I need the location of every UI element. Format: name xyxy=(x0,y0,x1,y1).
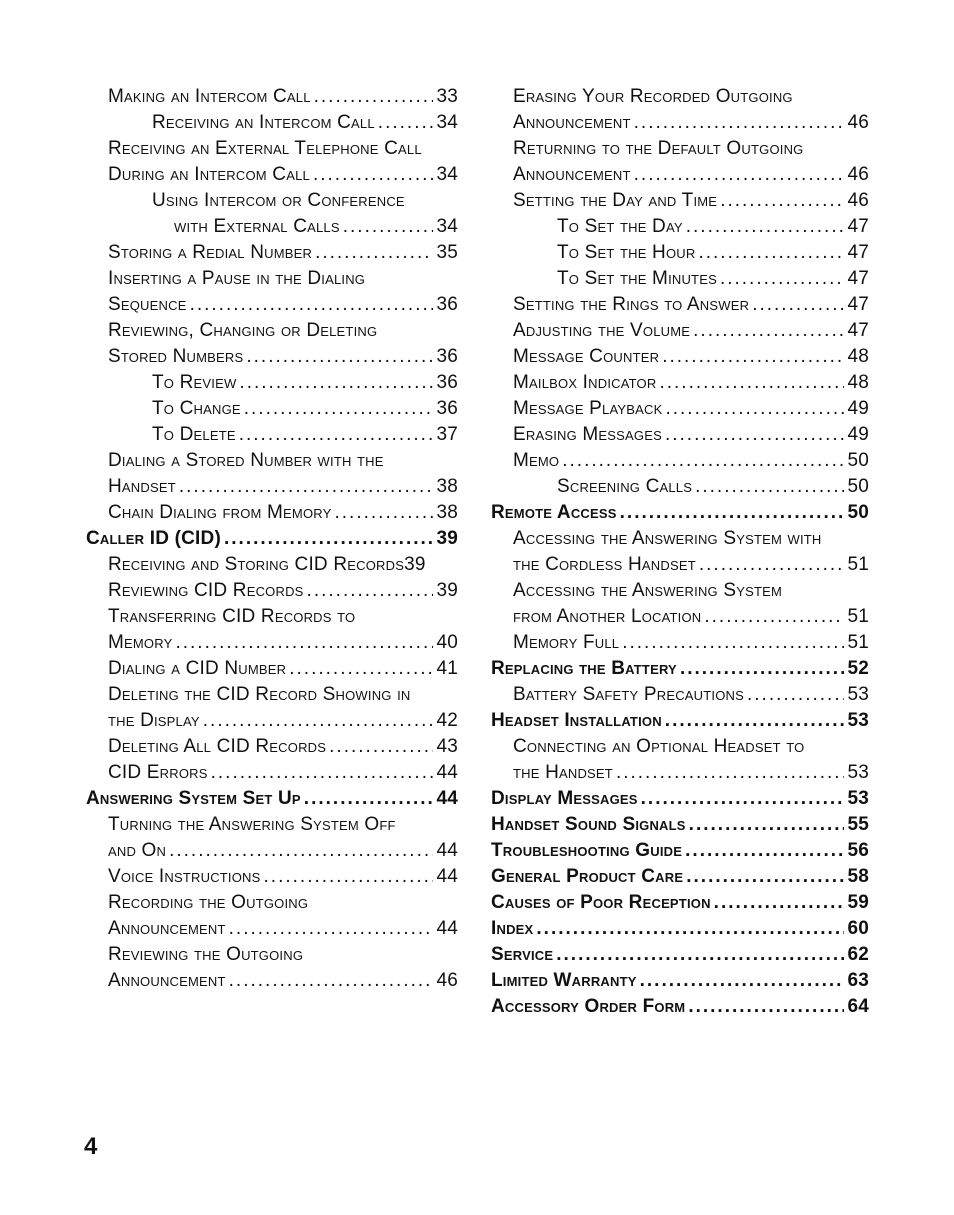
toc-entry-page: 34 xyxy=(436,216,458,237)
toc-entry xyxy=(491,890,869,916)
toc-entry-page: 60 xyxy=(847,918,869,939)
toc-entry-title: Service xyxy=(491,944,554,965)
toc-entry-page: 53 xyxy=(847,788,869,809)
toc-entry xyxy=(491,318,869,344)
toc-entry-title: Limited Warranty xyxy=(491,970,637,991)
toc-entry-page: 51 xyxy=(847,554,869,575)
toc-entry-title: Message Playback xyxy=(513,398,663,419)
toc-leader-dots xyxy=(685,838,844,864)
toc-entry-page: 41 xyxy=(436,658,458,679)
toc-entry xyxy=(86,136,458,162)
toc-entry xyxy=(491,812,869,838)
toc-entry xyxy=(86,396,458,422)
toc-entry-page: 42 xyxy=(436,710,458,731)
toc-entry-title: Setting the Day and Time xyxy=(513,190,718,211)
toc-entry-page: 47 xyxy=(847,216,869,237)
toc-leader-dots xyxy=(747,682,844,708)
toc-leader-dots xyxy=(688,994,844,1020)
toc-entry xyxy=(491,604,869,630)
toc-entry-title: Returning to the Default Outgoing xyxy=(513,138,804,159)
toc-entry-title: Accessory Order Form xyxy=(491,996,686,1017)
page-number: 4 xyxy=(84,1133,98,1160)
toc-entry xyxy=(86,188,458,214)
toc-entry xyxy=(491,240,869,266)
toc-entry-title: Adjusting the Volume xyxy=(513,320,691,341)
toc-entry-page: 50 xyxy=(847,476,869,497)
toc-entry xyxy=(86,214,458,240)
toc-entry xyxy=(491,708,869,734)
toc-entry-title: Screening Calls xyxy=(557,476,693,497)
toc-entry-title: Headset Installation xyxy=(491,710,662,731)
toc-entry xyxy=(86,344,458,370)
toc-leader-dots xyxy=(641,786,845,812)
toc-leader-dots xyxy=(640,968,845,994)
toc-entry-page: 38 xyxy=(436,502,458,523)
toc-entry-page: 56 xyxy=(847,840,869,861)
toc-entry xyxy=(491,864,869,890)
toc-entry xyxy=(491,760,869,786)
toc-entry-page: 46 xyxy=(847,190,869,211)
toc-entry-title: Inserting a Pause in the Dialing xyxy=(108,268,366,289)
toc-leader-dots xyxy=(307,578,434,604)
toc-entry-title: Handset Sound Signals xyxy=(491,814,686,835)
toc-entry-title: Deleting the CID Record Showing in xyxy=(108,684,411,705)
toc-entry xyxy=(491,344,869,370)
toc-leader-dots xyxy=(329,734,433,760)
toc-entry xyxy=(86,448,458,474)
toc-entry xyxy=(86,734,458,760)
toc-leader-dots xyxy=(169,838,433,864)
toc-entry xyxy=(491,656,869,682)
toc-entry-title: To Change xyxy=(152,398,241,419)
toc-entry-page: 34 xyxy=(436,164,458,185)
toc-entry-title: Dialing a Stored Number with the xyxy=(108,450,384,471)
toc-leader-dots xyxy=(662,344,844,370)
toc-leader-dots xyxy=(620,500,845,526)
toc-leader-dots xyxy=(315,240,433,266)
toc-leader-dots xyxy=(665,422,844,448)
toc-entry xyxy=(491,578,869,604)
toc-entry-title: Receiving an External Telephone Call xyxy=(108,138,422,159)
toc-entry-page: 39 xyxy=(436,528,458,549)
toc-entry xyxy=(86,838,458,864)
toc-entry xyxy=(86,578,458,604)
toc-entry-page: 55 xyxy=(847,814,869,835)
toc-entry xyxy=(491,188,869,214)
toc-entry-title: Answering System Set Up xyxy=(86,788,301,809)
toc-leader-dots xyxy=(693,318,844,344)
toc-entry-title: Sequence xyxy=(108,294,187,315)
toc-entry-page: 49 xyxy=(847,424,869,445)
toc-entry-title: To Review xyxy=(152,372,237,393)
toc-entry-title: To Set the Minutes xyxy=(557,268,717,289)
toc-entry-page: 53 xyxy=(847,762,869,783)
toc-entry xyxy=(86,864,458,890)
toc-entry xyxy=(491,526,869,552)
toc-entry-title: Receiving and Storing CID Records xyxy=(108,554,405,575)
toc-entry-title: Memory Full xyxy=(513,632,620,653)
toc-entry-title: Replacing the Battery xyxy=(491,658,677,679)
toc-entry-page: 39 xyxy=(404,554,426,575)
toc-entry-title: To Set the Hour xyxy=(557,242,696,263)
toc-entry xyxy=(86,240,458,266)
toc-entry xyxy=(86,110,458,136)
toc-entry xyxy=(491,448,869,474)
toc-entry-page: 46 xyxy=(847,164,869,185)
toc-leader-dots xyxy=(720,266,845,292)
toc-entry xyxy=(86,942,458,968)
toc-entry-page: 34 xyxy=(436,112,458,133)
toc-entry-title: Accessing the Answering System with xyxy=(513,528,822,549)
toc-entry xyxy=(491,84,869,110)
toc-leader-dots xyxy=(239,422,434,448)
toc-entry-page: 47 xyxy=(847,268,869,289)
toc-entry-title: and On xyxy=(108,840,167,861)
toc-entry-page: 53 xyxy=(847,684,869,705)
toc-entry-title: Stored Numbers xyxy=(108,346,244,367)
toc-leader-dots xyxy=(686,214,845,240)
toc-entry-title: Memory xyxy=(108,632,173,653)
toc-entry-page: 47 xyxy=(847,242,869,263)
toc-entry-title: Storing a Redial Number xyxy=(108,242,313,263)
toc-entry-page: 36 xyxy=(436,294,458,315)
toc-entry xyxy=(86,812,458,838)
toc-entry-page: 35 xyxy=(436,242,458,263)
toc-entry-title: To Set the Day xyxy=(557,216,683,237)
toc-entry-page: 62 xyxy=(847,944,869,965)
toc-entry-title: During an Intercom Call xyxy=(108,164,310,185)
toc-entry-page: 40 xyxy=(436,632,458,653)
toc-leader-dots xyxy=(556,942,844,968)
toc-entry xyxy=(86,422,458,448)
toc-entry-title: General Product Care xyxy=(491,866,684,887)
toc-entry xyxy=(86,708,458,734)
toc-leader-dots xyxy=(562,448,844,474)
toc-entry-title: Erasing Your Recorded Outgoing xyxy=(513,86,793,107)
toc-leader-dots xyxy=(698,240,844,266)
toc-leader-dots xyxy=(175,630,433,656)
toc-entry-page: 39 xyxy=(436,580,458,601)
toc-entry xyxy=(86,500,458,526)
toc-leader-dots xyxy=(203,708,434,734)
toc-entry-title: with External Calls xyxy=(174,216,340,237)
toc-leader-dots xyxy=(246,344,433,370)
toc-entry xyxy=(86,682,458,708)
toc-leader-dots xyxy=(304,786,434,812)
toc-leader-dots xyxy=(704,604,844,630)
toc-entry xyxy=(86,630,458,656)
toc-entry xyxy=(86,552,458,578)
toc-leader-dots xyxy=(695,474,844,500)
toc-entry-page: 59 xyxy=(847,892,869,913)
toc-entry-title: the Handset xyxy=(513,762,613,783)
toc-entry-page: 51 xyxy=(847,632,869,653)
toc-entry-title: Accessing the Answering System xyxy=(513,580,782,601)
toc-entry-title: Connecting an Optional Headset to xyxy=(513,736,805,757)
toc-leader-dots xyxy=(190,292,434,318)
toc-entry-title: Battery Safety Precautions xyxy=(513,684,744,705)
toc-entry xyxy=(491,370,869,396)
toc-entry xyxy=(491,214,869,240)
toc-leader-dots xyxy=(714,890,845,916)
toc-entry-page: 51 xyxy=(847,606,869,627)
toc-entry xyxy=(86,162,458,188)
toc-entry-page: 64 xyxy=(847,996,869,1017)
toc-entry-title: Causes of Poor Reception xyxy=(491,892,711,913)
toc-entry xyxy=(491,136,869,162)
toc-entry xyxy=(491,474,869,500)
toc-entry-title: Announcement xyxy=(513,164,631,185)
toc-entry-page: 36 xyxy=(436,372,458,393)
toc-entry xyxy=(491,630,869,656)
toc-entry xyxy=(86,474,458,500)
toc-entry-page: 44 xyxy=(436,788,458,809)
toc-entry-title: Deleting All CID Records xyxy=(108,736,327,757)
toc-leader-dots xyxy=(224,526,433,552)
toc-leader-dots xyxy=(752,292,844,318)
toc-entry-page: 58 xyxy=(847,866,869,887)
toc-entry-title: Index xyxy=(491,918,534,939)
toc-leader-dots xyxy=(665,708,845,734)
toc-entry-page: 44 xyxy=(436,918,458,939)
toc-entry xyxy=(491,786,869,812)
toc-entry-title: Reviewing CID Records xyxy=(108,580,304,601)
toc-entry xyxy=(86,266,458,292)
toc-leader-dots xyxy=(229,916,434,942)
toc-entry-title: from Another Location xyxy=(513,606,702,627)
toc-leader-dots xyxy=(634,162,845,188)
toc-entry xyxy=(86,370,458,396)
toc-entry xyxy=(86,604,458,630)
toc-entry-page: 36 xyxy=(436,398,458,419)
toc-entry-title: Making an Intercom Call xyxy=(108,86,311,107)
toc-entry-page: 44 xyxy=(436,840,458,861)
toc-entry-page: 53 xyxy=(847,710,869,731)
toc-leader-dots xyxy=(659,370,844,396)
toc-leader-dots xyxy=(536,916,844,942)
toc-entry-title: Memo xyxy=(513,450,560,471)
toc-entry xyxy=(86,916,458,942)
toc-entry xyxy=(491,682,869,708)
toc-leader-dots xyxy=(314,84,434,110)
toc-entry-page: 47 xyxy=(847,294,869,315)
toc-entry-page: 50 xyxy=(847,502,869,523)
toc-entry xyxy=(86,656,458,682)
toc-entry-title: To Delete xyxy=(152,424,236,445)
toc-entry xyxy=(491,396,869,422)
toc-entry-title: Announcement xyxy=(513,112,631,133)
toc-entry-title: Receiving an Intercom Call xyxy=(152,112,375,133)
toc-leader-dots xyxy=(680,656,845,682)
toc-entry-page: 46 xyxy=(436,970,458,991)
toc-leader-dots xyxy=(289,656,433,682)
toc-entry xyxy=(491,292,869,318)
toc-entry-page: 48 xyxy=(847,346,869,367)
toc-entry xyxy=(491,110,869,136)
toc-leader-dots xyxy=(634,110,845,136)
toc-leader-dots xyxy=(689,812,845,838)
toc-entry-title: Display Messages xyxy=(491,788,638,809)
toc-entry-title: Using Intercom or Conference xyxy=(152,190,405,211)
toc-entry xyxy=(491,422,869,448)
toc-entry-title: Erasing Messages xyxy=(513,424,662,445)
toc-leader-dots xyxy=(211,760,434,786)
toc-entry-page: 50 xyxy=(847,450,869,471)
toc-entry-title: the Display xyxy=(108,710,200,731)
toc-entry-page: 52 xyxy=(847,658,869,679)
toc-entry xyxy=(86,84,458,110)
toc-entry-title: Recording the Outgoing xyxy=(108,892,309,913)
toc-entry-title: the Cordless Handset xyxy=(513,554,696,575)
toc-entry xyxy=(491,162,869,188)
toc-leader-dots xyxy=(343,214,434,240)
toc-entry-title: Remote Access xyxy=(491,502,617,523)
toc-entry-page: 44 xyxy=(436,762,458,783)
toc-entry-title: Troubleshooting Guide xyxy=(491,840,683,861)
toc-entry xyxy=(86,760,458,786)
toc-entry-title: Mailbox Indicator xyxy=(513,372,657,393)
toc-entry-title: Handset xyxy=(108,476,176,497)
toc-entry xyxy=(86,968,458,994)
toc-leader-dots xyxy=(622,630,844,656)
toc-entry-page: 49 xyxy=(847,398,869,419)
toc-leader-dots xyxy=(244,396,434,422)
toc-entry-page: 33 xyxy=(436,86,458,107)
toc-leader-dots xyxy=(699,552,845,578)
toc-entry-title: Voice Instructions xyxy=(108,866,261,887)
toc-entry xyxy=(491,838,869,864)
toc-entry xyxy=(86,890,458,916)
toc-entry xyxy=(491,734,869,760)
toc-entry xyxy=(491,916,869,942)
toc-entry-page: 44 xyxy=(436,866,458,887)
toc-entry xyxy=(86,292,458,318)
toc-entry-page: 46 xyxy=(847,112,869,133)
toc-entry-title: Dialing a CID Number xyxy=(108,658,287,679)
toc-entry-page: 43 xyxy=(436,736,458,757)
toc-entry-title: Announcement xyxy=(108,918,226,939)
toc-leader-dots xyxy=(378,110,434,136)
toc-entry-page: 48 xyxy=(847,372,869,393)
toc-leader-dots xyxy=(239,370,433,396)
toc-entry xyxy=(491,266,869,292)
toc-entry xyxy=(86,786,458,812)
toc-entry xyxy=(491,968,869,994)
toc-entry-title: Caller ID (CID) xyxy=(86,528,221,549)
toc-leader-dots xyxy=(313,162,434,188)
toc-right-column xyxy=(491,84,869,1020)
toc-entry-title: CID Errors xyxy=(108,762,208,783)
toc-entry-title: Turning the Answering System Off xyxy=(108,814,396,835)
toc-leader-dots xyxy=(720,188,844,214)
toc-leader-dots xyxy=(686,864,844,890)
toc-entry-title: Message Counter xyxy=(513,346,660,367)
toc-entry-title: Setting the Rings to Answer xyxy=(513,294,750,315)
toc-entry-page: 37 xyxy=(436,424,458,445)
toc-leader-dots xyxy=(179,474,434,500)
toc-entry-page: 36 xyxy=(436,346,458,367)
toc-entry-page: 38 xyxy=(436,476,458,497)
toc-entry xyxy=(491,942,869,968)
toc-entry-page: 63 xyxy=(847,970,869,991)
toc-entry-title: Transferring CID Records to xyxy=(108,606,356,627)
toc-entry-title: Reviewing, Changing or Deleting xyxy=(108,320,378,341)
toc-entry xyxy=(491,994,869,1020)
toc-leader-dots xyxy=(229,968,434,994)
toc-entry-title: Announcement xyxy=(108,970,226,991)
toc-entry-page: 47 xyxy=(847,320,869,341)
toc-entry xyxy=(491,500,869,526)
toc-entry-title: Chain Dialing from Memory xyxy=(108,502,332,523)
toc-entry-title: Reviewing the Outgoing xyxy=(108,944,304,965)
toc-leader-dots xyxy=(335,500,434,526)
toc-leader-dots xyxy=(616,760,845,786)
toc-entry xyxy=(491,552,869,578)
toc-left-column xyxy=(86,84,458,994)
toc-entry xyxy=(86,318,458,344)
toc-leader-dots xyxy=(264,864,434,890)
toc-leader-dots xyxy=(665,396,844,422)
toc-entry xyxy=(86,526,458,552)
